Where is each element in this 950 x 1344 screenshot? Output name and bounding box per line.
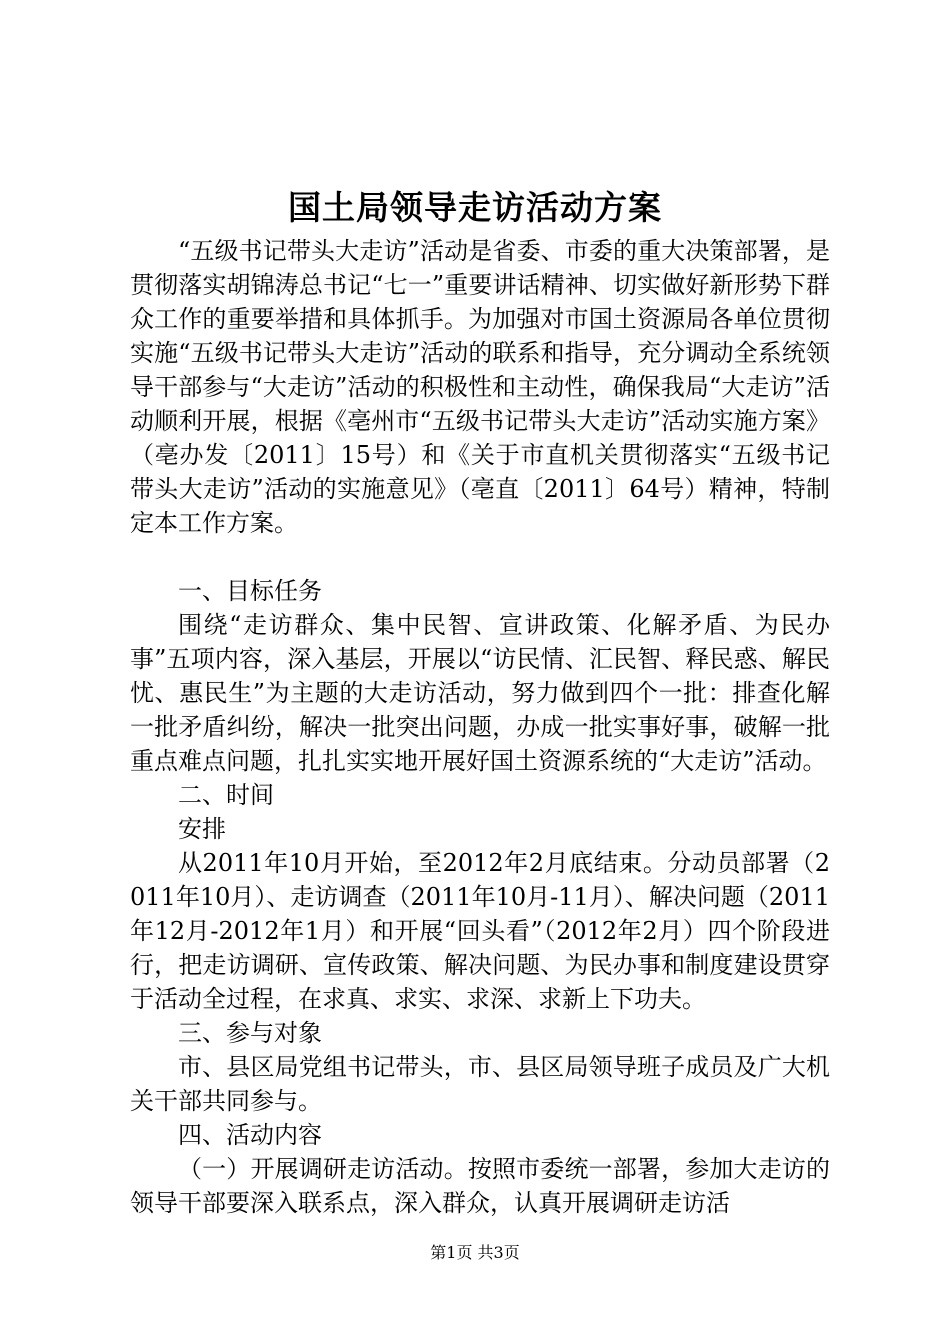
section-heading-participants: 三、参与对象 (178, 1019, 322, 1047)
section-heading-goals: 一、目标任务 (178, 577, 322, 605)
section-heading-content: 四、活动内容 (178, 1121, 322, 1149)
section-text-goals: 围绕“走访群众、集中民智、宣讲政策、化解矛盾、为民办事”五项内容，深入基层，开展以“访民情、汇民智、释民惑、解民忧、惠民生”为主题的大走访活动，努力做到四个一批：排查化解一批矛盾纠纷，解决一批突出问题，办成一批实事好事，破解一批重点难点问题，扎扎实实地开展好国土资源系统的“大走访”活动。 (130, 611, 830, 775)
document-title: 国土局领导走访活动方案 (288, 188, 662, 227)
section-text-content: （一）开展调研走访活动。按照市委统一部署，参加大走访的领导干部要深入联系点，深入群众，认真开展调研走访活 (130, 1155, 830, 1217)
document-body (130, 234, 830, 1220)
section-text-participants: 市、县区局党组书记带头，市、县区局领导班子成员及广大机关干部共同参与。 (130, 1053, 830, 1115)
section-heading-time-cont: 安排 (178, 815, 226, 843)
page-number-footer: 第1页 共3页 (430, 1243, 520, 1262)
intro-paragraph: “五级书记带头大走访”活动是省委、市委的重大决策部署，是贯彻落实胡锦涛总书记“七一”重要讲话精神、切实做好新形势下群众工作的重要举措和具体抓手。为加强对市国土资源局各单位贯彻实施“五级书记带头大走访”活动的联系和指导，充分调动全系统领导干部参与“大走访”活动的积极性和主动性，确保我局“大走访”活动顺利开展，根据《亳州市“五级书记带头大走访”活动实施方案》（亳办发〔2011〕15号）和《关于市直机关贯彻落实“五级书记带头大走访”活动的实施意见》（亳直〔2011〕64号）精神，特制定本工作方案。 (130, 237, 830, 537)
section-heading-time: 二、时间 (178, 781, 274, 809)
section-text-time: 从2011年10月开始，至2012年2月底结束。分动员部署（2011年10月）、走访调查（2011年10月-11月）、解决问题（2011年12月-2012年1月）和开展“回头看”（2012年2月）四个阶段进行，把走访调研、宣传政策、解决问题、为民办事和制度建设贯穿于活动全过程，在求真、求实、求深、求新上下功夫。 (130, 849, 830, 1013)
